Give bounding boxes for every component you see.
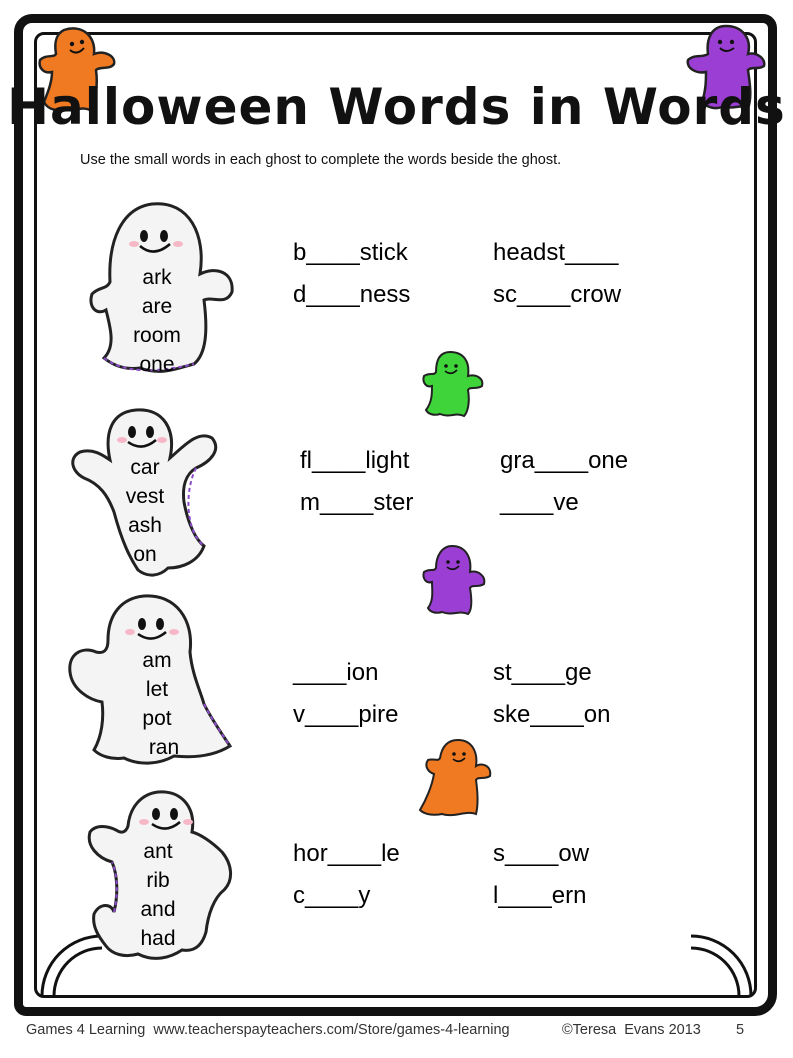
ghost-word: are — [141, 295, 173, 318]
purple-small-ghost-icon — [420, 542, 490, 618]
ghost-word: one — [139, 353, 175, 376]
ghost-4-words — [113, 837, 203, 953]
answer-word: ske____on — [493, 701, 611, 728]
instructions: Use the small words in each ghost to complete the words beside the ghost. — [80, 152, 562, 168]
answer-word: l____ern — [493, 882, 587, 909]
answer-word: b____stick — [293, 239, 408, 266]
answer-word: headst____ — [493, 239, 619, 266]
ghost-2-words — [100, 453, 190, 569]
page-title: Halloween Words in Words — [7, 78, 786, 136]
green-small-ghost-icon — [420, 348, 488, 420]
answer-word: c____y — [293, 882, 371, 909]
page-number: 5 — [736, 1022, 745, 1038]
ghost-word: am — [142, 649, 172, 672]
orange-small-ghost-icon — [414, 736, 494, 820]
answer-word: st____ge — [493, 659, 592, 686]
ghost-word: vest — [125, 485, 165, 508]
ghost-word: let — [145, 678, 169, 701]
ghost-word: rib — [146, 869, 170, 892]
footer-copyright: ©Teresa Evans 2013 — [562, 1022, 701, 1038]
ghost-word: on — [133, 543, 157, 566]
ghost-word: pot — [142, 707, 172, 730]
answer-word: m____ster — [300, 489, 414, 516]
ghost-1-words — [112, 263, 202, 379]
ghost-word: ant — [143, 840, 173, 863]
answer-word: ____ve — [500, 489, 579, 516]
ghost-word: room — [133, 324, 181, 347]
answer-word: hor____le — [293, 840, 400, 867]
answer-word: v____pire — [293, 701, 399, 728]
ghost-word: had — [140, 927, 176, 950]
ghost-word: ran — [148, 736, 180, 759]
ghost-3-words — [112, 646, 202, 762]
ghost-word: ark — [142, 266, 172, 289]
ghost-word: and — [140, 898, 176, 921]
ghost-word: ash — [128, 514, 162, 537]
answer-word: d____ness — [293, 281, 411, 308]
answer-word: s____ow — [493, 840, 590, 867]
answer-word: sc____crow — [493, 281, 622, 308]
corner-swirl-bottom-right-icon — [685, 930, 755, 1000]
answer-word: fl____light — [300, 447, 410, 474]
footer-credit: Games 4 Learning www.teacherspayteachers.com/Store/games-4-learning — [26, 1022, 510, 1038]
ghost-word: car — [130, 456, 160, 479]
answer-word: gra____one — [500, 447, 629, 474]
answer-word: ____ion — [293, 659, 379, 686]
